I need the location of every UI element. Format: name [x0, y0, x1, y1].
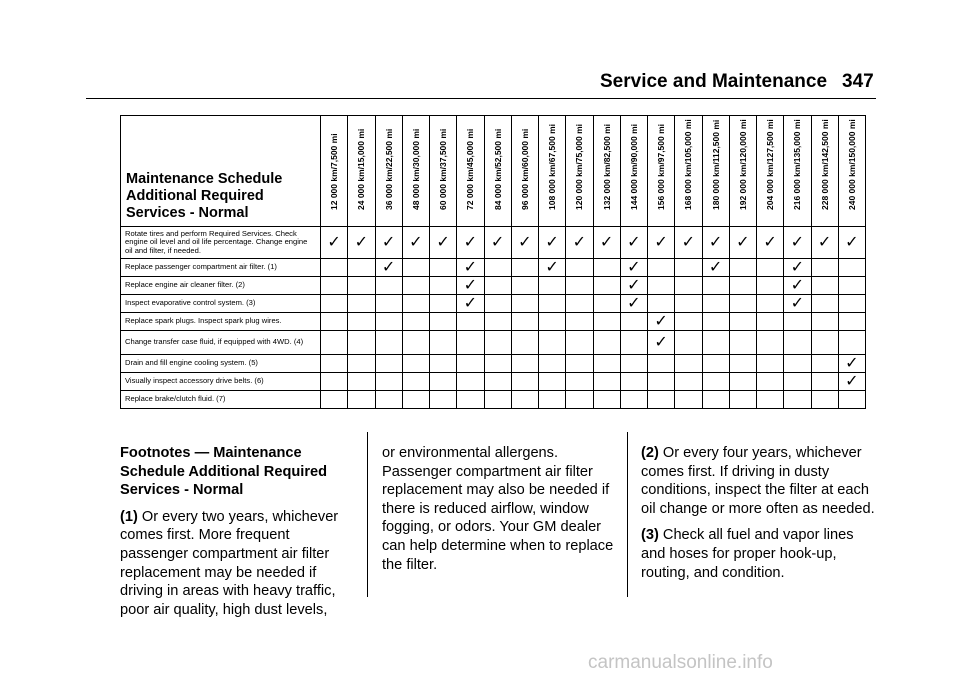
empty-cell [430, 259, 457, 277]
empty-cell [811, 355, 838, 373]
service-description: Replace passenger compartment air filter. (1) [121, 259, 321, 277]
footnote-1 [120, 508, 348, 620]
table-row [121, 331, 866, 355]
table-header-row [121, 116, 866, 227]
interval-label: 180 000 km/112,500 mi [710, 119, 721, 210]
table-row [121, 391, 866, 409]
section-title: Service and Maintenance [600, 71, 828, 92]
empty-cell [402, 313, 429, 331]
empty-cell [402, 331, 429, 355]
interval-column-header [838, 116, 865, 227]
empty-cell [457, 391, 484, 409]
empty-cell [729, 373, 756, 391]
empty-cell [675, 391, 702, 409]
empty-cell [593, 331, 620, 355]
empty-cell [838, 331, 865, 355]
check-mark-icon: ✓ [457, 277, 484, 295]
table-row [121, 313, 866, 331]
empty-cell [729, 259, 756, 277]
service-description: Visually inspect accessory drive belts. (6) [121, 373, 321, 391]
check-mark-icon: ✓ [375, 259, 402, 277]
empty-cell [811, 391, 838, 409]
table-body [121, 227, 866, 409]
check-mark-icon: ✓ [348, 227, 375, 259]
empty-cell [457, 331, 484, 355]
service-description: Inspect evaporative control system. (3) [121, 295, 321, 313]
interval-column-header [620, 116, 647, 227]
empty-cell [484, 295, 511, 313]
empty-cell [566, 295, 593, 313]
interval-column-header [757, 116, 784, 227]
empty-cell [539, 331, 566, 355]
interval-column-header [675, 116, 702, 227]
empty-cell [375, 391, 402, 409]
empty-cell [539, 355, 566, 373]
empty-cell [484, 391, 511, 409]
empty-cell [348, 331, 375, 355]
empty-cell [757, 331, 784, 355]
check-mark-icon: ✓ [375, 227, 402, 259]
empty-cell [321, 313, 348, 331]
empty-cell [620, 373, 647, 391]
table-row [121, 277, 866, 295]
empty-cell [593, 313, 620, 331]
empty-cell [675, 355, 702, 373]
page-number: 347 [842, 71, 874, 92]
interval-label: 72 000 km/45,000 mi [465, 128, 476, 210]
empty-cell [375, 277, 402, 295]
table-row [121, 295, 866, 313]
column-divider [367, 432, 368, 597]
interval-column-header [648, 116, 675, 227]
interval-column-header [375, 116, 402, 227]
interval-label: 240 000 km/150,000 mi [846, 119, 857, 210]
check-mark-icon: ✓ [539, 259, 566, 277]
empty-cell [402, 355, 429, 373]
empty-cell [593, 295, 620, 313]
interval-column-header [402, 116, 429, 227]
empty-cell [675, 277, 702, 295]
empty-cell [593, 355, 620, 373]
interval-label: 204 000 km/127,500 mi [765, 119, 776, 210]
check-mark-icon: ✓ [620, 295, 647, 313]
empty-cell [348, 391, 375, 409]
empty-cell [348, 355, 375, 373]
interval-label: 36 000 km/22,500 mi [383, 128, 394, 210]
interval-column-header [784, 116, 811, 227]
interval-label: 84 000 km/52,500 mi [492, 128, 503, 210]
check-mark-icon: ✓ [784, 259, 811, 277]
service-description: Drain and fill engine cooling system. (5) [121, 355, 321, 373]
footnote-1-number: (1) [120, 508, 138, 525]
empty-cell [566, 355, 593, 373]
interval-column-header [511, 116, 538, 227]
footnotes-column-2 [382, 444, 618, 582]
empty-cell [511, 313, 538, 331]
watermark: carmanualsonline.info [588, 652, 773, 673]
empty-cell [675, 295, 702, 313]
footnote-3 [641, 526, 879, 582]
empty-cell [430, 295, 457, 313]
empty-cell [566, 391, 593, 409]
check-mark-icon: ✓ [838, 355, 865, 373]
empty-cell [402, 277, 429, 295]
empty-cell [838, 277, 865, 295]
empty-cell [321, 277, 348, 295]
empty-cell [729, 355, 756, 373]
empty-cell [539, 391, 566, 409]
interval-label: 48 000 km/30,000 mi [410, 128, 421, 210]
empty-cell [784, 373, 811, 391]
empty-cell [511, 277, 538, 295]
check-mark-icon: ✓ [784, 227, 811, 259]
empty-cell [729, 295, 756, 313]
interval-column-header [539, 116, 566, 227]
empty-cell [430, 373, 457, 391]
interval-label: 216 000 km/135,000 mi [792, 119, 803, 210]
empty-cell [648, 295, 675, 313]
interval-label: 108 000 km/67,500 mi [547, 123, 558, 210]
check-mark-icon: ✓ [757, 227, 784, 259]
interval-column-header [484, 116, 511, 227]
empty-cell [757, 373, 784, 391]
interval-column-header [593, 116, 620, 227]
footnotes-column-3 [641, 444, 879, 590]
table-row [121, 373, 866, 391]
interval-label: 156 000 km/97,500 mi [656, 123, 667, 210]
empty-cell [648, 373, 675, 391]
empty-cell [430, 277, 457, 295]
check-mark-icon: ✓ [511, 227, 538, 259]
empty-cell [402, 373, 429, 391]
empty-cell [484, 355, 511, 373]
empty-cell [375, 295, 402, 313]
header-divider [86, 98, 876, 99]
check-mark-icon: ✓ [702, 227, 729, 259]
empty-cell [484, 373, 511, 391]
table-row [121, 355, 866, 373]
empty-cell [811, 277, 838, 295]
check-mark-icon: ✓ [620, 277, 647, 295]
empty-cell [620, 331, 647, 355]
check-mark-icon: ✓ [729, 227, 756, 259]
empty-cell [702, 295, 729, 313]
empty-cell [675, 331, 702, 355]
empty-cell [321, 391, 348, 409]
empty-cell [402, 391, 429, 409]
empty-cell [702, 277, 729, 295]
empty-cell [566, 373, 593, 391]
footnote-3-text: Check all fuel and vapor lines and hoses for proper hook-up, routing, and condition. [641, 527, 854, 581]
empty-cell [430, 313, 457, 331]
empty-cell [757, 391, 784, 409]
empty-cell [511, 259, 538, 277]
empty-cell [729, 331, 756, 355]
empty-cell [811, 295, 838, 313]
interval-column-header [811, 116, 838, 227]
empty-cell [593, 259, 620, 277]
empty-cell [675, 259, 702, 277]
interval-column-header [702, 116, 729, 227]
empty-cell [620, 355, 647, 373]
empty-cell [348, 277, 375, 295]
empty-cell [348, 295, 375, 313]
empty-cell [702, 331, 729, 355]
empty-cell [430, 331, 457, 355]
empty-cell [511, 331, 538, 355]
empty-cell [593, 391, 620, 409]
interval-label: 132 000 km/82,500 mi [601, 123, 612, 210]
empty-cell [566, 313, 593, 331]
check-mark-icon: ✓ [457, 295, 484, 313]
interval-label: 24 000 km/15,000 mi [356, 128, 367, 210]
empty-cell [729, 391, 756, 409]
footnotes-column-1 [120, 444, 348, 627]
check-mark-icon: ✓ [620, 227, 647, 259]
empty-cell [402, 295, 429, 313]
empty-cell [620, 391, 647, 409]
empty-cell [757, 259, 784, 277]
empty-cell [348, 373, 375, 391]
footnote-1-continued: or environmental allergens. Passenger compartment air filter replacement may also be needed if there is reduced airflow, window fogging, or odors. Your GM dealer can help determine when to replace the filter. [382, 445, 614, 573]
empty-cell [784, 313, 811, 331]
empty-cell [321, 373, 348, 391]
empty-cell [784, 331, 811, 355]
empty-cell [457, 355, 484, 373]
empty-cell [702, 355, 729, 373]
check-mark-icon: ✓ [702, 259, 729, 277]
check-mark-icon: ✓ [811, 227, 838, 259]
empty-cell [511, 355, 538, 373]
empty-cell [348, 259, 375, 277]
interval-label: 60 000 km/37,500 mi [438, 128, 449, 210]
empty-cell [811, 259, 838, 277]
check-mark-icon: ✓ [457, 259, 484, 277]
empty-cell [566, 277, 593, 295]
empty-cell [702, 373, 729, 391]
empty-cell [729, 313, 756, 331]
empty-cell [402, 259, 429, 277]
interval-column-header [321, 116, 348, 227]
check-mark-icon: ✓ [620, 259, 647, 277]
footnote-2-number: (2) [641, 445, 659, 461]
check-mark-icon: ✓ [593, 227, 620, 259]
interval-column-header [729, 116, 756, 227]
empty-cell [593, 277, 620, 295]
empty-cell [838, 295, 865, 313]
check-mark-icon: ✓ [784, 277, 811, 295]
empty-cell [784, 391, 811, 409]
footnotes-title: Footnotes — Maintenance Schedule Additional Required Services - Normal [120, 445, 328, 499]
empty-cell [757, 313, 784, 331]
empty-cell [457, 373, 484, 391]
check-mark-icon: ✓ [838, 373, 865, 391]
interval-label: 12 000 km/7,500 mi [329, 133, 340, 210]
check-mark-icon: ✓ [539, 227, 566, 259]
empty-cell [511, 295, 538, 313]
footnote-1-text: Or every two years, whichever comes first. More frequent passenger compartment air filter replacement may be needed if driving in areas with heavy traffic, poor air quality, high dust levels, [120, 508, 339, 618]
empty-cell [838, 259, 865, 277]
empty-cell [811, 331, 838, 355]
empty-cell [321, 355, 348, 373]
maintenance-schedule-table [120, 115, 866, 409]
empty-cell [539, 295, 566, 313]
check-mark-icon: ✓ [838, 227, 865, 259]
empty-cell [757, 295, 784, 313]
empty-cell [539, 373, 566, 391]
empty-cell [648, 391, 675, 409]
interval-column-header [457, 116, 484, 227]
check-mark-icon: ✓ [430, 227, 457, 259]
empty-cell [375, 313, 402, 331]
check-mark-icon: ✓ [784, 295, 811, 313]
interval-label: 144 000 km/90,000 mi [628, 123, 639, 210]
interval-label: 168 000 km/105,000 mi [683, 119, 694, 210]
service-description: Replace brake/clutch fluid. (7) [121, 391, 321, 409]
check-mark-icon: ✓ [648, 227, 675, 259]
interval-label: 228 000 km/142,500 mi [819, 119, 830, 210]
empty-cell [838, 313, 865, 331]
column-divider [627, 432, 628, 597]
empty-cell [348, 313, 375, 331]
check-mark-icon: ✓ [566, 227, 593, 259]
table-row [121, 227, 866, 259]
empty-cell [811, 313, 838, 331]
empty-cell [539, 313, 566, 331]
check-mark-icon: ✓ [648, 331, 675, 355]
service-description: Replace spark plugs. Inspect spark plug wires. [121, 313, 321, 331]
empty-cell [511, 391, 538, 409]
empty-cell [757, 277, 784, 295]
empty-cell [620, 313, 647, 331]
interval-column-header [348, 116, 375, 227]
table-row [121, 259, 866, 277]
empty-cell [784, 355, 811, 373]
check-mark-icon: ✓ [457, 227, 484, 259]
empty-cell [648, 277, 675, 295]
check-mark-icon: ✓ [675, 227, 702, 259]
empty-cell [484, 313, 511, 331]
empty-cell [375, 331, 402, 355]
empty-cell [593, 373, 620, 391]
empty-cell [511, 373, 538, 391]
empty-cell [757, 355, 784, 373]
empty-cell [321, 295, 348, 313]
table-title-line-3: Services - Normal [126, 205, 249, 221]
empty-cell [811, 373, 838, 391]
interval-column-header [430, 116, 457, 227]
empty-cell [566, 259, 593, 277]
table-title [121, 116, 321, 227]
empty-cell [484, 277, 511, 295]
service-description: Rotate tires and perform Required Services. Check engine oil level and oil life percentage. Change engine oil and filter, if needed. [121, 227, 321, 259]
empty-cell [648, 259, 675, 277]
empty-cell [321, 259, 348, 277]
empty-cell [702, 391, 729, 409]
footnote-3-number: (3) [641, 527, 659, 544]
check-mark-icon: ✓ [321, 227, 348, 259]
empty-cell [484, 259, 511, 277]
empty-cell [675, 313, 702, 331]
service-description: Replace engine air cleaner filter. (2) [121, 277, 321, 295]
empty-cell [648, 355, 675, 373]
empty-cell [430, 355, 457, 373]
empty-cell [729, 277, 756, 295]
check-mark-icon: ✓ [402, 227, 429, 259]
interval-label: 120 000 km/75,000 mi [574, 123, 585, 210]
empty-cell [838, 391, 865, 409]
empty-cell [484, 331, 511, 355]
footnote-2 [641, 444, 879, 518]
service-description: Change transfer case fluid, if equipped with 4WD. (4) [121, 331, 321, 355]
empty-cell [321, 331, 348, 355]
empty-cell [430, 391, 457, 409]
empty-cell [675, 373, 702, 391]
check-mark-icon: ✓ [648, 313, 675, 331]
empty-cell [539, 277, 566, 295]
interval-label: 192 000 km/120,000 mi [737, 119, 748, 210]
footnote-2-text: Or every four years, whichever comes first. If driving in dusty conditions, inspect the filter at each oil change or more often as needed. [641, 445, 875, 517]
interval-column-header [566, 116, 593, 227]
check-mark-icon: ✓ [484, 227, 511, 259]
interval-label: 96 000 km/60,000 mi [519, 128, 530, 210]
table-title-line-2: Additional Required [126, 188, 264, 204]
empty-cell [457, 313, 484, 331]
empty-cell [566, 331, 593, 355]
empty-cell [375, 355, 402, 373]
empty-cell [375, 373, 402, 391]
empty-cell [702, 313, 729, 331]
table-title-line-1: Maintenance Schedule [126, 171, 283, 187]
